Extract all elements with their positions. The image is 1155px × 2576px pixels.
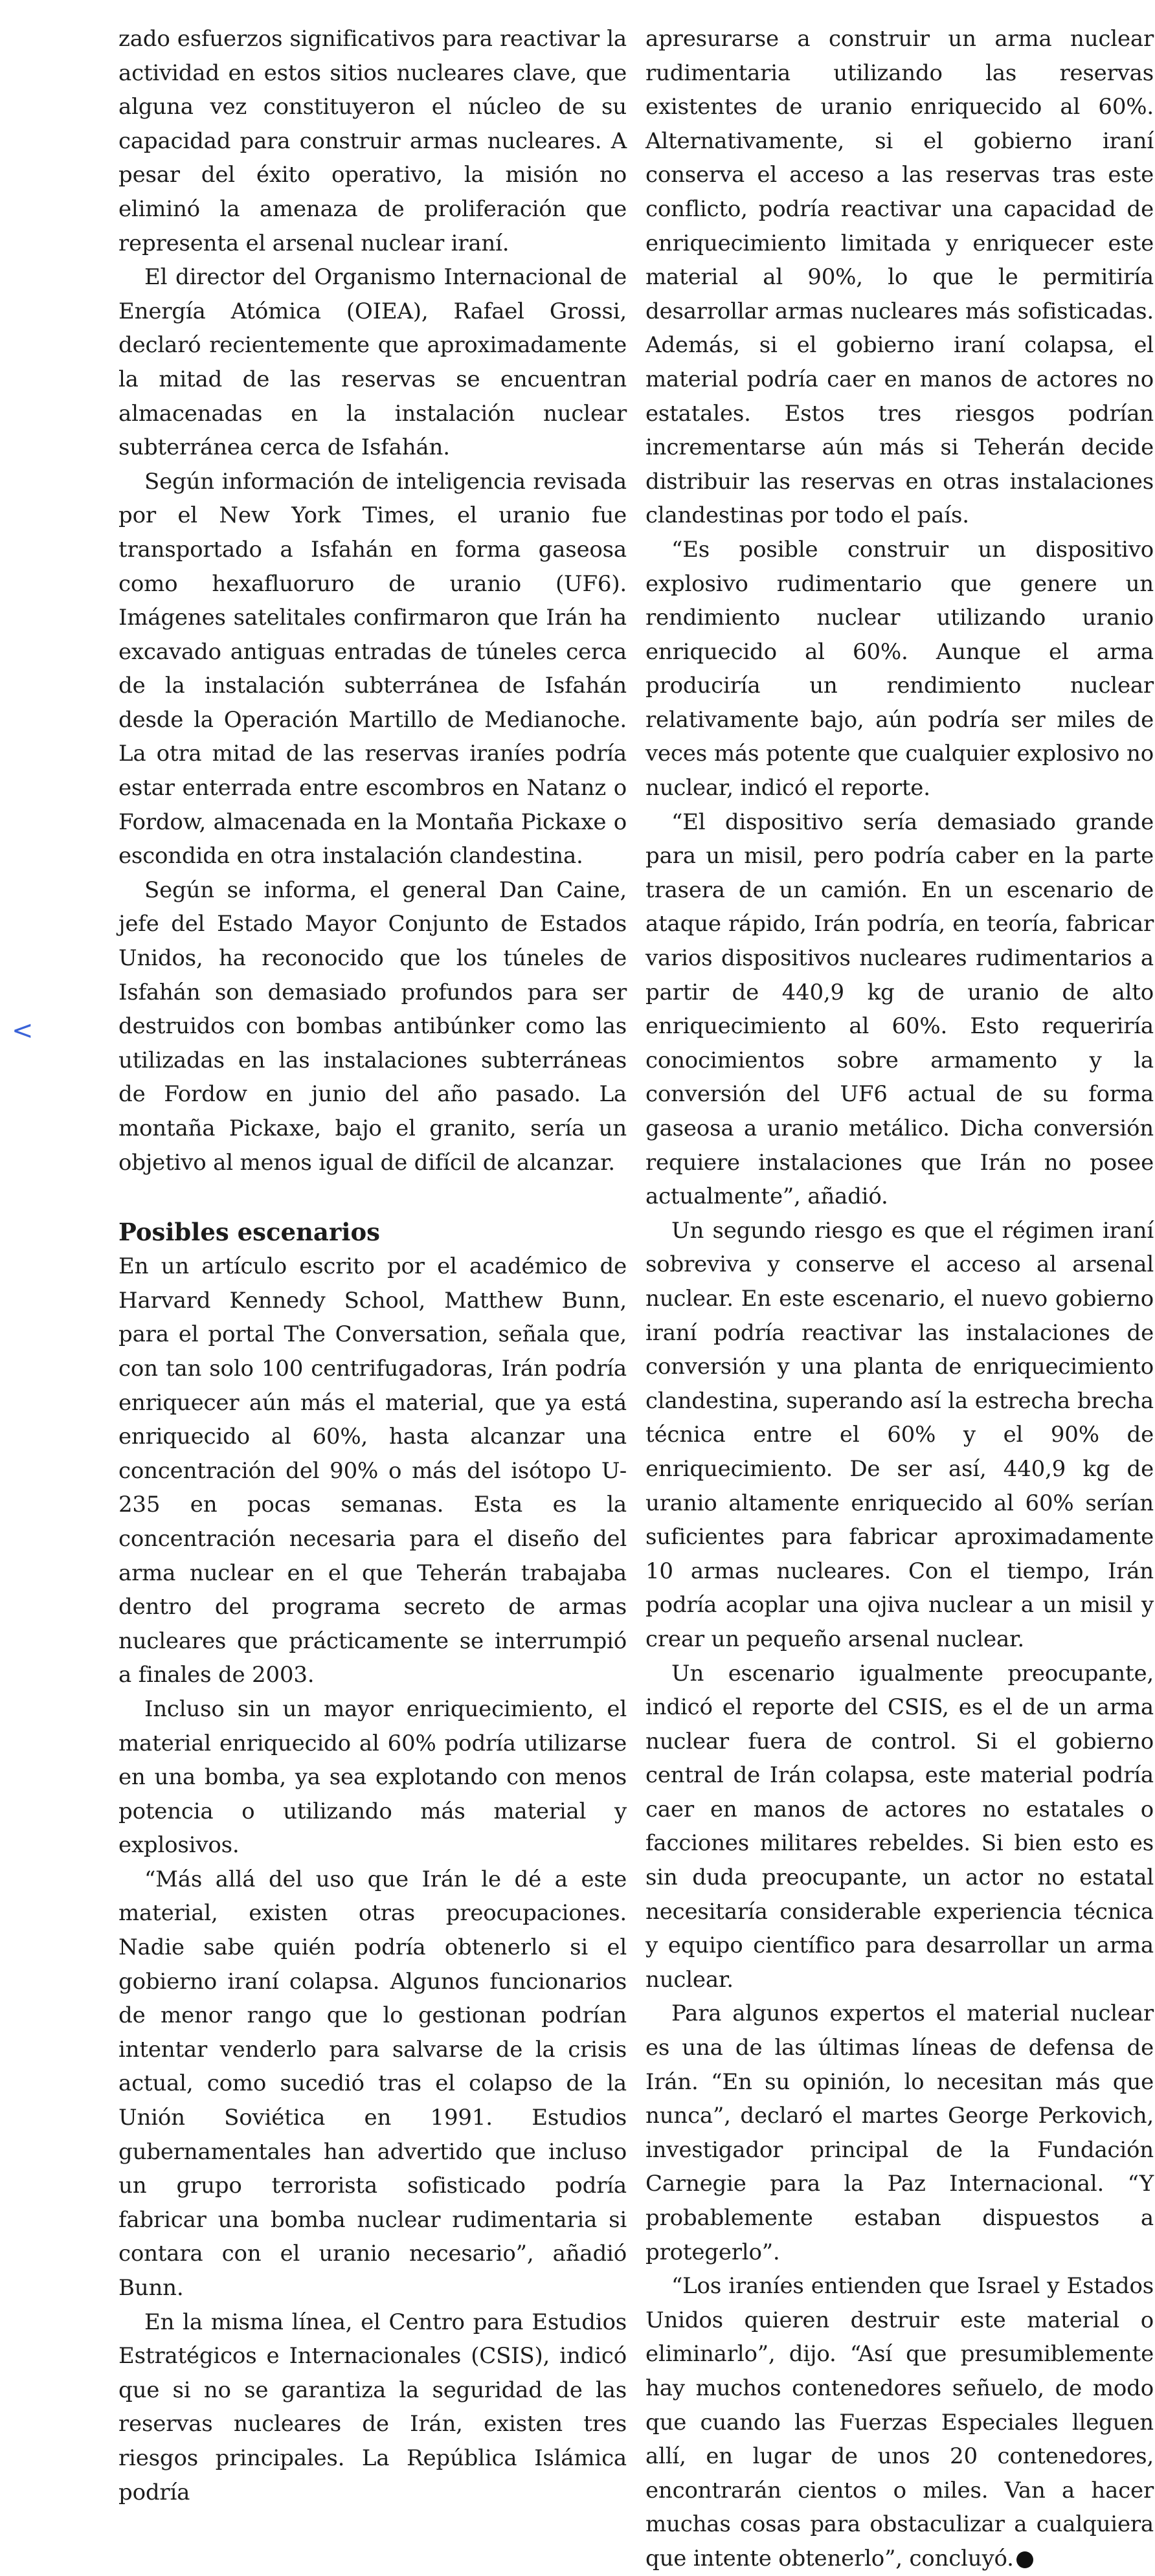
article-paragraph: Según información de inteligencia revisada por el New York Times, el uranio fue transportado a Isfahán en forma gaseosa como hexafluoruro de uranio (UF6). Imágenes satelitales confirmaron que Irán ha excavado antiguas entradas de túneles cerca de la instalación subterránea de Isfahán desde la Operación Martillo de Medianoche. La otra mitad de las reservas iraníes podría estar enterrada entre escombros en Natanz o Fordow, almacenada en la Montaña Pickaxe o escondida en otra instalación clandestina.	[118, 468, 627, 869]
chevron-left-icon[interactable]: <	[12, 1016, 34, 1046]
article-paragraph: Para algunos expertos el material nuclear es una de las últimas líneas de defensa de Irán. “En su opinión, lo necesitan más que nunca”, declaró el martes George Perkovich, investigador principal de la Fundación Carnegie para la Paz Internacional. “Y probablemente estaban dispuestos a protegerlo”.	[645, 2000, 1154, 2265]
article-paragraph: “Es posible construir un dispositivo explosivo rudimentario que genere un rendimiento nuclear utilizando uranio enriquecido al 60%. Aunque el arma produciría un rendimiento nuclear relativamente bajo, aún podría ser miles de veces más potente que cualquier explosivo no nuclear, indicó el reporte.	[645, 536, 1154, 801]
end-of-article-icon: P	[1016, 2551, 1033, 2568]
article-paragraph: El director del Organismo Internacional de Energía Atómica (OIEA), Rafael Grossi, declaró recientemente que aproximadamente la mitad de las reservas se encuentran almacenadas en la instalación nuclear subterránea cerca de Isfahán.	[118, 264, 627, 461]
article-paragraph: “El dispositivo sería demasiado grande para un misil, pero podría caber en la parte trasera de un camión. En un escenario de ataque rápido, Irán podría, en teoría, fabricar varios dispositivos nucleares rudimentarios a partir de 440,9 kg de uranio de alto enriquecimiento al 60%. Esto requeriría conocimientos sobre armamento y la conversión del UF6 actual de su forma gaseosa a uranio metálico. Dicha conversión requiere instalaciones que Irán no posee actualmente”, añadió.	[645, 809, 1154, 1210]
article-paragraph: zado esfuerzos significativos para reactivar la actividad en estos sitios nucleares clave, que alguna vez constituyeron el núcleo de su capacidad para construir armas nucleares. A pesar del éxito operativo, la misión no eliminó la amenaza de proliferación que representa el arsenal nuclear iraní.	[118, 26, 627, 256]
article-column-left	[118, 22, 627, 2509]
article-paragraph: En un artículo escrito por el académico de Harvard Kennedy School, Matthew Bunn, para el portal The Conversation, señala que, con tan solo 100 centrifugadoras, Irán podría enriquecer aún más el material, que ya está enriquecido al 60%, hasta alcanzar una concentración del 90% o más del isótopo U-235 en pocas semanas. Esta es la concentración necesaria para el diseño del arma nuclear en el que Teherán trabajaba dentro del programa secreto de armas nucleares que prácticamente se interrumpió a finales de 2003.	[118, 1253, 627, 1688]
article-paragraph: Un escenario igualmente preocupante, indicó el reporte del CSIS, es el de un arma nuclear fuera de control. Si el gobierno central de Irán colapsa, este material podría caer en manos de actores no estatales o facciones militares rebeldes. Si bien esto es sin duda preocupante, un actor no estatal necesitaría considerable experiencia técnica y equipo científico para desarrollar un arma nuclear.	[645, 1660, 1154, 1993]
section-heading: Posibles escenarios	[118, 1218, 380, 1247]
article-paragraph: “Más allá del uso que Irán le dé a este material, existen otras preocupaciones. Nadie sabe quién podría obtenerlo si el gobierno iraní colapsa. Algunos funcionarios de menor rango que lo gestionan podrían intentar venderlo para salvarse de la crisis actual, como sucedió tras el colapso de la Unión Soviética en 1991. Estudios gubernamentales han advertido que incluso un grupo terrorista sofisticado podría fabricar una bomba nuclear rudimentaria si contara con el uranio necesario”, añadió Bunn.	[118, 1866, 627, 2301]
article-paragraph: Según se informa, el general Dan Caine, jefe del Estado Mayor Conjunto de Estados Unidos, ha reconocido que los túneles de Isfahán son demasiado profundos para ser destruidos con bombas antibúnker como las utilizadas en las instalaciones subterráneas de Fordow en junio del año pasado. La montaña Pickaxe, bajo el granito, sería un objetivo al menos igual de difícil de alcanzar.	[118, 877, 627, 1176]
article-paragraph: Incluso sin un mayor enriquecimiento, el material enriquecido al 60% podría utilizarse en una bomba, ya sea explotando con menos potencia o utilizando más material y explosivos.	[118, 1696, 627, 1859]
article-paragraph: En la misma línea, el Centro para Estudios Estratégicos e Internacionales (CSIS), indicó que si no se garantiza la seguridad de las reservas nucleares de Irán, existen tres riesgos principales. La República Islámica podría	[118, 2309, 627, 2505]
article-column-right	[645, 22, 1154, 2576]
article-paragraph-text: “Los iraníes entienden que Israel y Estados Unidos quieren destruir este material o eliminarlo”, dijo. “Así que presumiblemente hay muchos contenedores señuelo, de modo que cuando las Fuerzas Especiales lleguen allí, en lugar de unos 20 contenedores, encontrarán cientos o miles. Van a hacer muchas cosas para obstaculizar a cualquiera que intente obtenerlo”, concluyó.	[645, 2273, 1154, 2571]
article-paragraph: Un segundo riesgo es que el régimen iraní sobreviva y conserve el acceso al arsenal nuclear. En este escenario, el nuevo gobierno iraní podría reactivar las instalaciones de conversión y una planta de enriquecimiento clandestina, superando así la estrecha brecha técnica entre el 60% y el 90% de enriquecimiento. De ser así, 440,9 kg de uranio altamente enriquecido al 60% serían suficientes para fabricar aproximadamente 10 armas nucleares. Con el tiempo, Irán podría acoplar una ojiva nuclear a un misil y crear un pequeño arsenal nuclear.	[645, 1217, 1154, 1652]
article-paragraph: apresurarse a construir un arma nuclear rudimentaria utilizando las reservas existentes de uranio enriquecido al 60%. Alternativamente, si el gobierno iraní conserva el acceso a las reservas tras este conflicto, podría reactivar una capacidad de enriquecimiento limitada y enriquecer este material al 90%, lo que le permitiría desarrollar armas nucleares más sofisticadas. Además, si el gobierno iraní colapsa, el material podría caer en manos de actores no estatales. Estos tres riesgos podrían incrementarse aún más si Teherán decide distribuir las reservas en otras instalaciones clandestinas por todo el país.	[645, 26, 1154, 529]
article-paragraph	[645, 2269, 1154, 2575]
